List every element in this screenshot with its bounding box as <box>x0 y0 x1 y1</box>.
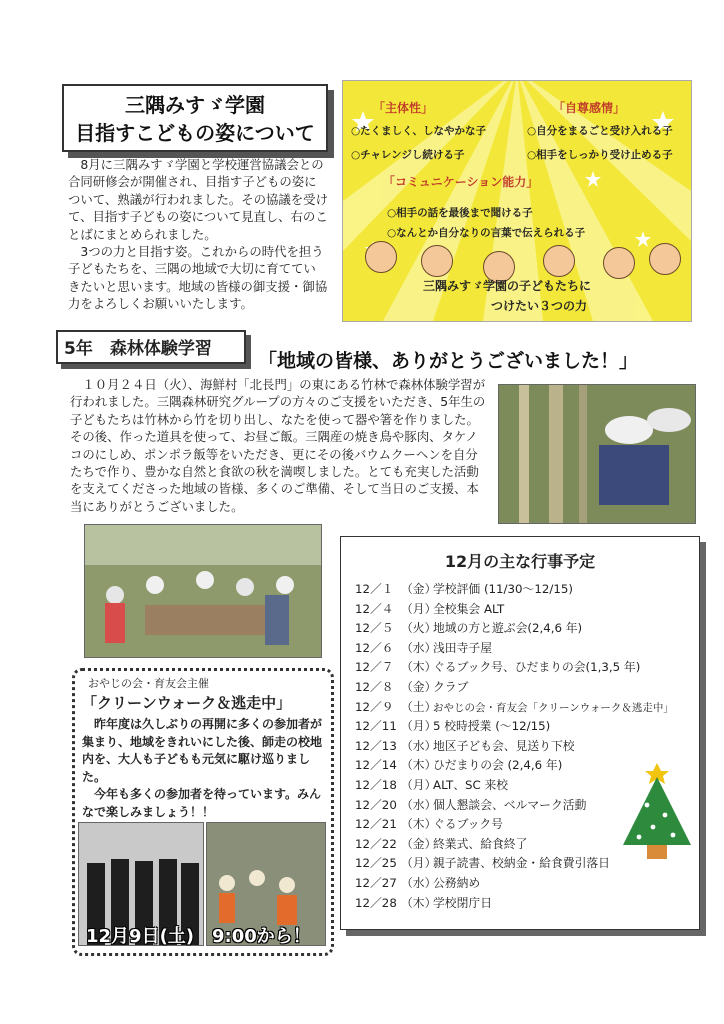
event-row <box>355 757 562 774</box>
event-weekday: （金） <box>401 680 437 694</box>
event-row <box>355 640 492 657</box>
event-date: 12／４ <box>355 601 394 616</box>
event-row <box>355 875 480 892</box>
section2-text: １０月２４日（火）、海鮮村「北長門」の東にある竹林で森林体験学習が行われました。三隅森林研究グループの方々のご支援をいただき、5年生の子どもたちは竹林から竹を切り出し、なたを使って器や箸を作りました。その後、作った道具を使って、お昼ご飯。三隅産の焼き鳥や豚肉、タケノコのにしめ、ポンポラ飯等をいただき、更にその後バウムクーヘンを自分たちで作り、豊かな自然と食欲の秋を満喫しました。とても充実した活動を支えてくださった地域の皆様、多くのご準備、そして当日のご支援、本当にありがとうございました。 <box>70 377 486 514</box>
poster-footer-line1: 三隅みすゞ学園の子どもたちに <box>423 279 592 293</box>
cleanwalk-paragraph1: 昨年度は久しぶりの再開に多くの参加者が集まり、地域をきれいにした後、師走の校地内を、大人も子どもも元気に駆け巡りました。 <box>82 717 323 784</box>
event-description: 親子読書、校納金・給食費引落日 <box>433 856 610 871</box>
poster-title-communication: 「コミュニケーション能力」 <box>383 175 539 189</box>
event-row <box>355 895 492 912</box>
event-weekday: （水） <box>401 738 437 753</box>
event-description: ぐるブック号 <box>433 817 503 832</box>
event-description: 終業式、給食終了 <box>433 836 528 851</box>
event-weekday: （木） <box>401 758 437 773</box>
event-description: 地域の方と遊ぶ会(2,4,6 年) <box>433 621 583 636</box>
event-row <box>355 797 586 814</box>
event-weekday: （月） <box>401 719 437 734</box>
event-description: 学校評価 (11/30〜12/15) <box>433 582 573 596</box>
event-weekday: （月） <box>401 778 437 792</box>
event-weekday: （金） <box>401 836 437 851</box>
section1-title-line2: 目指すこどもの姿について <box>75 121 315 145</box>
section1-title-line1: 三隅みすゞ学園 <box>125 93 265 117</box>
event-date: 12／８ <box>355 680 394 694</box>
event-row <box>355 659 640 676</box>
cleanwalk-organizer: おやじの会・育友会主催 <box>88 677 209 690</box>
section2-heading: 5年 森林体験学習 <box>56 330 246 364</box>
event-date: 12／１ <box>355 582 394 596</box>
section1-paragraph1: 8月に三隅みすゞ学園と学校運営協議会との合同研修会が開催され、目指す子どもの姿について、熟議が行われました。その協議を受けて、目指す子どもの姿について見直し、右のことばにまとめられました。 <box>68 157 328 242</box>
event-date: 12／18 <box>355 778 397 792</box>
cleanwalk-text <box>82 716 324 822</box>
event-weekday: （水） <box>401 640 437 655</box>
goals-poster <box>342 80 692 322</box>
poster-title-self-esteem: 「自尊感情」 <box>553 101 626 115</box>
event-date: 12／７ <box>355 660 394 675</box>
poster-line: ○相手をしっかり受け止める子 <box>527 149 673 161</box>
event-date: 12／13 <box>355 738 397 753</box>
poster-line: ○自分をまるごと受け入れる子 <box>527 125 673 137</box>
event-weekday: （月） <box>401 601 437 616</box>
cleanwalk-title: 「クリーンウォーク＆逃走中」 <box>82 694 292 712</box>
event-row <box>355 718 550 735</box>
event-weekday: （月） <box>401 856 437 871</box>
event-description: ひだまりの会 (2,4,6 年) <box>433 758 563 773</box>
poster-line: ○チャレンジし続ける子 <box>351 149 465 161</box>
event-weekday: （水） <box>401 876 437 890</box>
event-description: 5 校時授業 (〜12/15) <box>433 719 551 734</box>
event-weekday: （火） <box>401 621 437 636</box>
event-description: おやじの会・育友会「クリーンウォーク＆逃走中」 <box>433 701 674 714</box>
event-row <box>355 699 674 716</box>
child-face <box>543 245 575 277</box>
event-date: 12／９ <box>355 699 394 714</box>
event-weekday: （木） <box>401 895 437 910</box>
poster-line: ○たくましく、しなやかな子 <box>351 125 486 137</box>
event-row <box>355 777 508 794</box>
event-description: ALT、SC 来校 <box>433 778 509 792</box>
event-description: 学校閉庁日 <box>433 895 492 910</box>
cleanwalk-paragraph2: 今年も多くの参加者を待っています。みんなで楽しみましょう！！ <box>82 787 322 819</box>
event-description: 個人懇談会、ベルマーク活動 <box>433 797 587 812</box>
event-date: 12／５ <box>355 621 394 636</box>
poster-title-autonomy: 「主体性」 <box>373 101 434 115</box>
event-row <box>355 581 573 598</box>
forest-photo-baumkuchen <box>84 524 322 658</box>
event-date: 12／６ <box>355 640 394 655</box>
event-date: 12／21 <box>355 817 397 832</box>
event-description: 浅田寺子屋 <box>433 640 492 655</box>
event-date: 12／22 <box>355 836 397 851</box>
forest-photo-cutting-bamboo <box>498 384 696 524</box>
event-weekday: （水） <box>401 797 437 812</box>
event-date: 12／14 <box>355 758 397 773</box>
event-row <box>355 855 610 872</box>
event-weekday: （土） <box>401 699 437 714</box>
event-date: 12／20 <box>355 797 397 812</box>
event-row <box>355 836 527 853</box>
event-description: クラブ <box>433 680 469 694</box>
section1-title-box <box>62 84 328 152</box>
baumkuchen-scene <box>85 525 321 657</box>
event-row <box>355 620 582 637</box>
events-box <box>340 536 700 930</box>
child-face <box>421 245 453 277</box>
event-description: 公務納め <box>433 876 481 890</box>
section2-thanks: 「地域の皆様、ありがとうございました！」 <box>258 350 639 372</box>
poster-footer-line2: つけたい３つの力 <box>491 299 588 313</box>
poster-line: ○なんとか自分なりの言葉で伝えられる子 <box>387 227 586 239</box>
bamboo-scene <box>499 385 695 523</box>
event-weekday: （木） <box>401 817 437 832</box>
event-row <box>355 679 468 696</box>
event-description: ぐるブック号、ひだまりの会(1,3,5 年) <box>433 660 641 675</box>
child-face <box>365 241 397 273</box>
child-face <box>649 243 681 275</box>
event-date: 12／11 <box>355 719 397 734</box>
event-description: 地区子ども会、見送り下校 <box>433 738 575 753</box>
event-weekday: （木） <box>401 660 437 675</box>
child-face <box>603 247 635 279</box>
cleanwalk-date: 12月9日(土) 9:00から！ <box>86 926 311 947</box>
section1-text <box>68 156 328 313</box>
event-date: 12／27 <box>355 876 397 890</box>
event-date: 12／25 <box>355 856 397 871</box>
events-title: 12月の主な行事予定 <box>444 552 596 571</box>
event-row <box>355 738 575 755</box>
event-row <box>355 601 504 618</box>
poster-line: ○相手の話を最後まで聞ける子 <box>387 207 533 219</box>
section1-paragraph2: 3つの力と目指す姿。これからの時代を担う子どもたちを、三隅の地域で大切に育てていきたいと思います。地域の皆様の御支援・御協力をよろしくお願いいたします。 <box>68 244 328 312</box>
event-row <box>355 816 503 833</box>
event-date: 12／28 <box>355 895 397 910</box>
event-description: 全校集会 ALT <box>433 601 505 616</box>
event-weekday: （金） <box>401 582 437 596</box>
section2-paragraph <box>70 376 488 515</box>
christmas-tree-icon <box>617 755 697 865</box>
